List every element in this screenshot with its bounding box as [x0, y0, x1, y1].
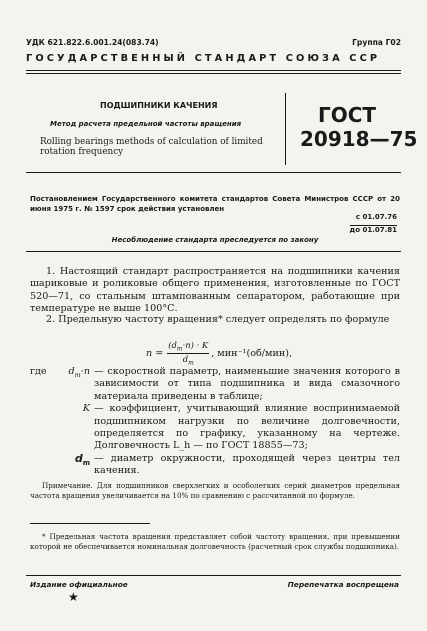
term-description: — скоростной параметр, наименьшие значения которого в зависимости от типа подшипника и вида смазочного материала приведены в таблице; [94, 366, 400, 402]
gost-number: 20918—75 [300, 127, 418, 151]
formula-numerator: $(d_m\cdot n) \cdot K$ [168, 340, 209, 353]
term-symbol: где $d_m\cdot n$ [30, 366, 90, 379]
formula-lhs: n = [146, 347, 164, 359]
term-description: — коэффициент, учитывающий влияние воспринимаемой подшипником нагрузки по величине долговечности, определяется по графику, указанному на чертеже. Долговечность L_h — по ГОСТ 18855—73; [94, 403, 400, 452]
decree-rule [26, 251, 401, 252]
footnote-rule [30, 523, 150, 524]
reprint-prohibited: Перепечатка воспрещена [287, 580, 399, 589]
standard-line: ГОСУДАРСТВЕННЫЙ СТАНДАРТ СОЮЗА ССР [26, 53, 381, 64]
term-description: — диаметр окружности, проходящей через центры тел качения. [94, 452, 400, 477]
paragraph-2: 2. Предельную частоту вращения* следует определять по формуле [46, 314, 390, 325]
term-item [30, 453, 400, 478]
footnote: * Предельная частота вращения представляет собой частоту вращения, при превышении которой не обеспечивается номинальная долговечность (расчетный срок службы подшипника). [30, 532, 400, 551]
header-rule-1 [26, 70, 401, 71]
formula-units: , мин⁻¹(об/мин), [211, 347, 293, 359]
official-edition: Издание официальное [30, 580, 128, 589]
law-warning: Несоблюдение стандарта преследуется по закону [111, 236, 319, 244]
term-item [30, 366, 400, 403]
footer-rule [26, 575, 401, 576]
title-divider [285, 93, 286, 165]
title-rule [26, 172, 401, 173]
decree-text: Постановлением Государственного комитета стандартов Совета Министров СССР от 20 июня 1975 г. № 1597 срок действия установлен [30, 195, 400, 213]
header-rule-2 [26, 73, 401, 74]
paragraph-1: 1. Настоящий стандарт распространяется на подшипники качения шариковые и роликовые общего применения, изготовленные по ГОСТ 520—71, со стальным штампованным сепаратором, работающие при температуре не выше 100°С. [30, 266, 400, 315]
ru-subtitle: Метод расчета предельной частоты вращения [50, 120, 242, 128]
gost-label: ГОСТ [318, 103, 377, 127]
star-icon: ★ [68, 590, 79, 604]
group-code: Группа Г02 [352, 38, 401, 47]
decree-from-date: с 01.07.76 [355, 213, 397, 221]
udk-code: УДК 621.822.6.001.24(083.74) [26, 38, 159, 47]
formula [146, 340, 292, 366]
term-item [30, 403, 400, 453]
terms-list [30, 366, 400, 478]
term-symbol: $d_m$ [74, 451, 90, 468]
remark: Примечание. Для подшипников сверхлегких и особолегких серий диаметров предельная частота вращения увеличивается на 10% по сравнению с рассчитанной по формуле. [30, 481, 400, 500]
term-symbol: K [82, 403, 90, 415]
formula-fraction [167, 340, 209, 366]
decree-to-date: до 01.07.81 [349, 226, 397, 234]
formula-denominator: $d_m$ [182, 353, 194, 367]
ru-title: ПОДШИПНИКИ КАЧЕНИЯ [100, 101, 218, 110]
en-title: Rolling bearings methods of calculation of limited rotation frequency [40, 137, 263, 157]
